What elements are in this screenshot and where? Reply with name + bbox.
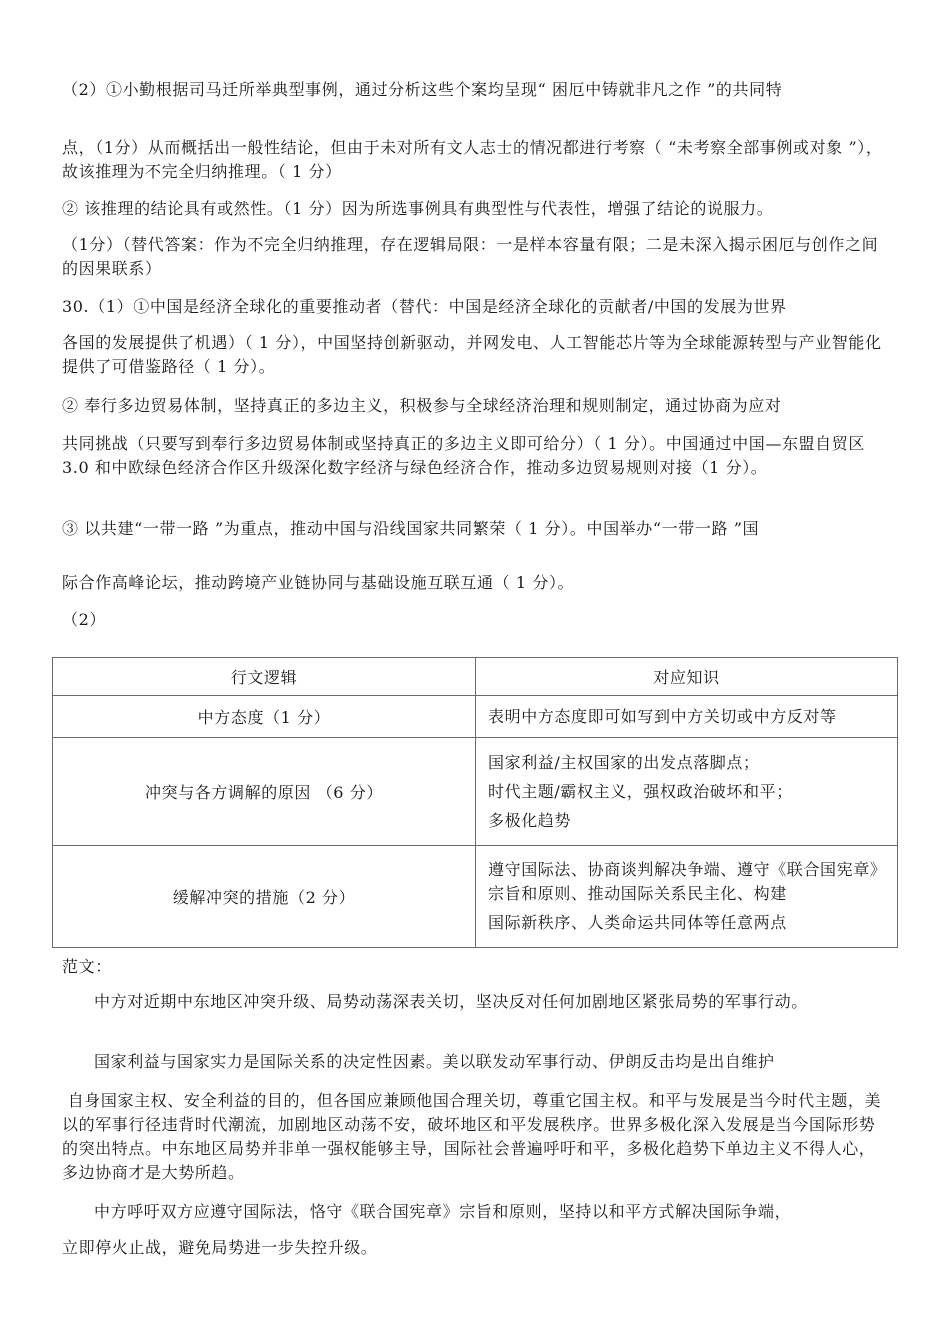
row-3-knowledge (476, 846, 898, 948)
row-1-knowledge (476, 696, 898, 738)
q29-2-paragraph-3: ② 该推理的结论具有或然性。（1 分）因为所选事例具有典型性与代表性，增强了结论的说服力。 (62, 199, 774, 218)
row-2-knowledge (476, 738, 898, 846)
logic-knowledge-table (52, 657, 898, 948)
row-3-logic: 缓解冲突的措施（2 分） (53, 846, 476, 948)
q29-2-paragraph-4: （1分）（替代答案：作为不完全归纳推理，存在逻辑局限：一是样本容量有限；二是未深入揭示困厄与创作之间的因果联系） (62, 235, 879, 278)
q30-1-paragraph-2: 各国的发展提供了机遇）（ 1 分），中国坚持创新驱动，并网发电、人工智能芯片等为全球能源转型与产业智能化提供了可借鉴路径（ 1 分）。 (62, 333, 882, 376)
essay-paragraph-1: 中方对近期中东地区冲突升级、局势动荡深表关切，坚决反对任何加剧地区紧张局势的军事行动。 (94, 992, 808, 1011)
row-2-knowledge-line: 时代主题/霸权主义，强权政治破坏和平； (488, 781, 793, 801)
essay-paragraph-2: 国家利益与国家实力是国际关系的决定性因素。美以联发动军事行动、伊朗反击均是出自维护 (94, 1052, 775, 1071)
essay-paragraph-4: 中方呼吁双方应遵守国际法，恪守《联合国宪章》宗旨和原则，坚持以和平方式解决国际争端， (94, 1202, 792, 1221)
q29-2-paragraph-1: （2）①小勤根据司马迁所举典型事例，通过分析这些个案均呈现“ 困厄中铸就非凡之作 ”的共同特 (62, 80, 783, 99)
q30-1-paragraph-4: 共同挑战（只要写到奉行多边贸易体制或坚持真正的多边主义即可给分）（ 1 分）。中国通过中国—东盟自贸区 3.0 和中欧绿色经济合作区升级深化数字经济与绿色经济合作，推动多边贸易规则对接（1 分）。 (62, 434, 871, 477)
q30-1-paragraph-1: 30.（1）①中国是经济全球化的重要推动者（替代：中国是经济全球化的贡献者/中国的发展为世界 (62, 297, 787, 316)
essay-label: 范文： (62, 957, 112, 976)
table-row (53, 696, 898, 738)
q30-1-paragraph-3: ② 奉行多边贸易体制，坚持真正的多边主义，积极参与全球经济治理和规则制定，通过协商为应对 (62, 396, 782, 415)
table-header-row (53, 658, 898, 696)
q30-1-paragraph-6: 际合作高峰论坛，推动跨境产业链协同与基础设施互联互通（ 1 分）。 (62, 573, 575, 592)
row-3-knowledge-line: 国际新秩序、人类命运共同体等任意两点 (488, 913, 787, 932)
row-2-logic: 冲突与各方调解的原因 （6 分） (53, 738, 476, 846)
row-2-knowledge-line: 国家利益/主权国家的出发点落脚点； (488, 752, 760, 772)
row-1-knowledge-line: 表明中方态度即可如写到中方关切或中方反对等 (488, 706, 837, 726)
row-1-logic: 中方态度（1 分） (53, 696, 476, 738)
essay-paragraph-5: 立即停火止战，避免局势进一步失控升级。 (62, 1238, 378, 1257)
q30-2-label: （2） (62, 610, 106, 629)
essay-paragraph-3: 自身国家主权、安全利益的目的，但各国应兼顾他国合理关切，尊重它国主权。和平与发展是当今时代主题，美以的军事行径违背时代潮流，加剧地区动荡不安，破坏地区和平发展秩序。世界多极化深入发展是当今国际形势的突出特点。中东地区局势并非单一强权能够主导，国际社会普遍呼吁和平，多极化趋势下单边主义不得人心，多边协商才是大势所趋。 (62, 1091, 882, 1182)
table-row (53, 846, 898, 948)
q29-2-paragraph-2: 点，（1分）从而概括出一般性结论，但由于未对所有文人志士的情况都进行考察（ “未考察全部事例或对象 ”），故该推理为不完全归纳推理。（ 1 分） (62, 138, 883, 181)
q30-1-paragraph-5: ③ 以共建“一带一路 ”为重点，推动中国与沿线国家共同繁荣（ 1 分）。中国举办“一带一路 ”国 (62, 519, 760, 538)
header-knowledge: 对应知识 (476, 658, 898, 696)
row-2-knowledge-line: 多极化趋势 (488, 810, 572, 830)
header-logic: 行文逻辑 (53, 658, 476, 696)
row-3-knowledge-line: 遵守国际法、协商谈判解决争端、遵守《联合国宪章》宗旨和原则、推动国际关系民主化、构建 (488, 860, 887, 903)
table-row (53, 738, 898, 846)
